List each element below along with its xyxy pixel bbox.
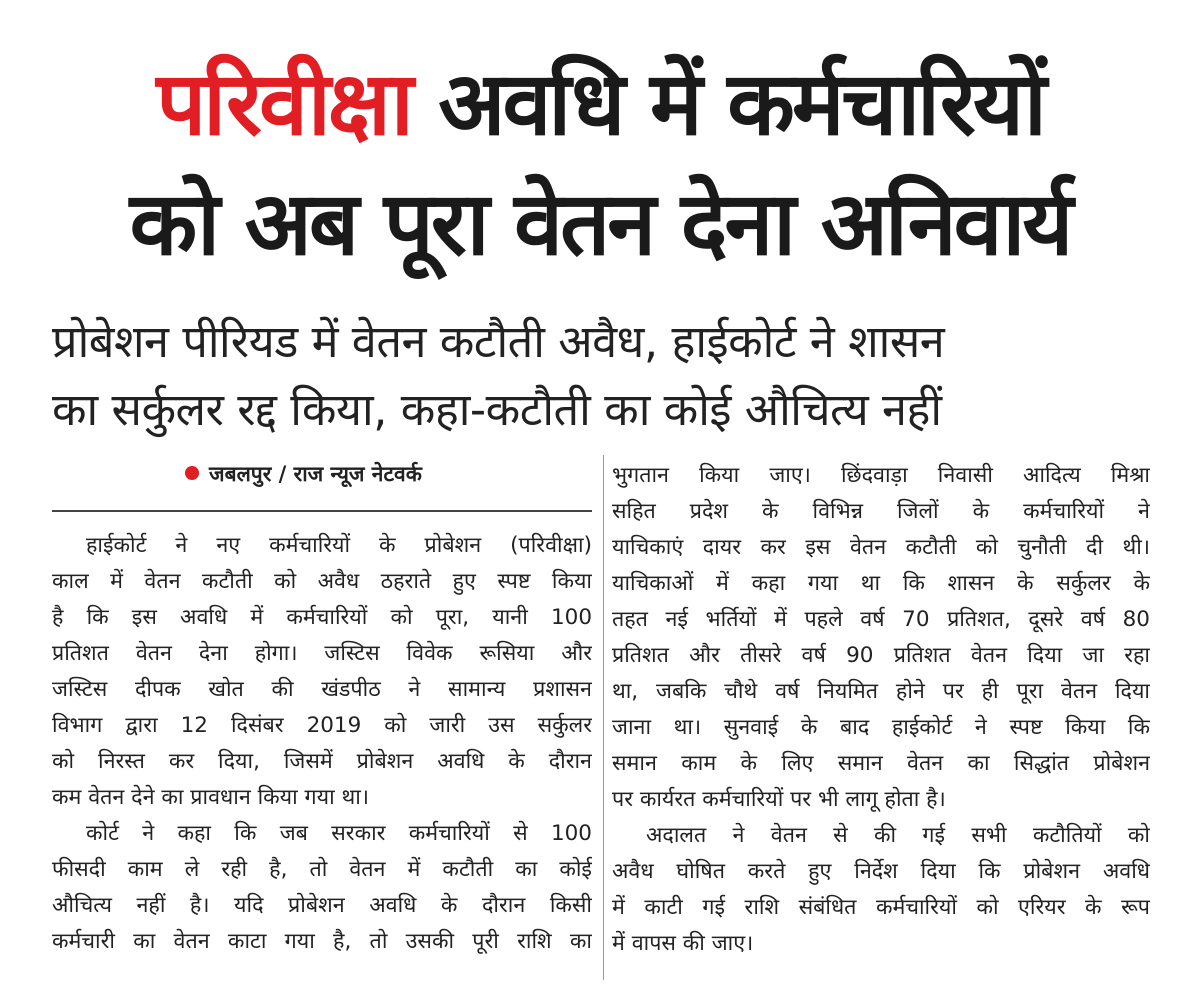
text-line: काल में वेतन कटौती को अवैध ठहराते हुए स्पष्ट किया (52, 569, 592, 594)
paragraph-3 (612, 458, 1150, 818)
text-line: हाईकोर्ट ने नए कर्मचारियों के प्रोबेशन (परिवीक्षा) (86, 533, 592, 558)
subheadline-line-2: का सर्कुलर रद्द किया, कहा-कटौती का कोई औचित्य नहीं (52, 383, 942, 436)
text-line: सहित प्रदेश के विभिन्न जिलों के कर्मचारियों ने (612, 499, 1150, 524)
headline-line-1-text: अवधि में कर्मचारियों (410, 52, 1044, 155)
byline-text: जबलपुर / राज न्यूज नेटवर्क (209, 462, 422, 486)
text-line: औचित्य नहीं है। यदि प्रोबेशन अवधि के दौरान किसी (52, 893, 592, 918)
text-line: भुगतान किया जाए। छिंदवाड़ा निवासी आदित्य मिश्रा (612, 463, 1150, 488)
article-column-right (612, 458, 1150, 962)
text-line: को निरस्त कर दिया, जिसमें प्रोबेशन अवधि के दौरान (52, 749, 592, 774)
text-line: याचिकाएं दायर कर इस वेतन कटौती को चुनौती दी थी। (612, 535, 1150, 560)
text-line: है कि इस अवधि में कर्मचारियों को पूरा, यानी 100 (52, 605, 592, 630)
paragraph-1 (52, 528, 592, 816)
bullet-dot-icon (185, 466, 199, 480)
subheadline-line-1: प्रोबेशन पीरियड में वेतन कटौती अवैध, हाईकोर्ट ने शासन (52, 315, 945, 368)
column-divider (603, 455, 604, 980)
text-line: अदालत ने वेतन से की गई सभी कटौतियों को (646, 823, 1150, 848)
text-line: तहत नई भर्तियों में पहले वर्ष 70 प्रतिशत, दूसरे वर्ष 80 (612, 607, 1150, 632)
text-line: समान काम के लिए समान वेतन का सिद्धांत प्रोबेशन (612, 751, 1150, 776)
headline-line-2: को अब पूरा वेतन देना अनिवार्य (129, 172, 1071, 275)
text-line: जस्टिस दीपक खोत की खंडपीठ ने सामान्य प्रशासन (52, 677, 592, 702)
text-line: कर्मचारी का वेतन काटा गया है, तो उसकी पूरी राशि का (52, 929, 592, 954)
text-line: में काटी गई राशि संबंधित कर्मचारियों को एरियर के रूप (612, 895, 1150, 920)
text-line: जाना था। सुनवाई के बाद हाईकोर्ट ने स्पष्ट किया कि (612, 715, 1150, 740)
headline-line-1 (40, 45, 1160, 163)
byline (185, 460, 422, 488)
text-line: प्रतिशत और तीसरे वर्ष 90 प्रतिशत वेतन दिया जा रहा (612, 643, 1150, 668)
text-line: विभाग द्वारा 12 दिसंबर 2019 को जारी उस सर्कुलर (52, 713, 592, 738)
byline-rule (52, 510, 592, 512)
text-line: था, जबकि चौथे वर्ष नियमित होने पर ही पूरा वेतन दिया (612, 679, 1150, 704)
text-line: अवैध घोषित करते हुए निर्देश दिया कि प्रोबेशन अवधि (612, 859, 1150, 884)
text-line: कम वेतन देने का प्रावधान किया गया था। (52, 785, 369, 810)
paragraph-4 (612, 818, 1150, 962)
text-line: याचिकाओं में कहा गया था कि शासन के सर्कुलर के (612, 571, 1150, 596)
text-line: कोर्ट ने कहा कि जब सरकार कर्मचारियों से 100 (86, 821, 592, 846)
text-line: में वापस की जाए। (612, 931, 754, 956)
text-line: प्रतिशत वेतन देना होगा। जस्टिस विवेक रूसिया और (52, 641, 592, 666)
article-column-left (52, 528, 592, 960)
text-line: फीसदी काम ले रही है, तो वेतन में कटौती का कोई (52, 857, 592, 882)
text-line: पर कार्यरत कर्मचारियों पर भी लागू होता है। (612, 787, 946, 812)
headline-accent-word: परिवीक्षा (156, 52, 411, 155)
paragraph-2 (52, 816, 592, 960)
